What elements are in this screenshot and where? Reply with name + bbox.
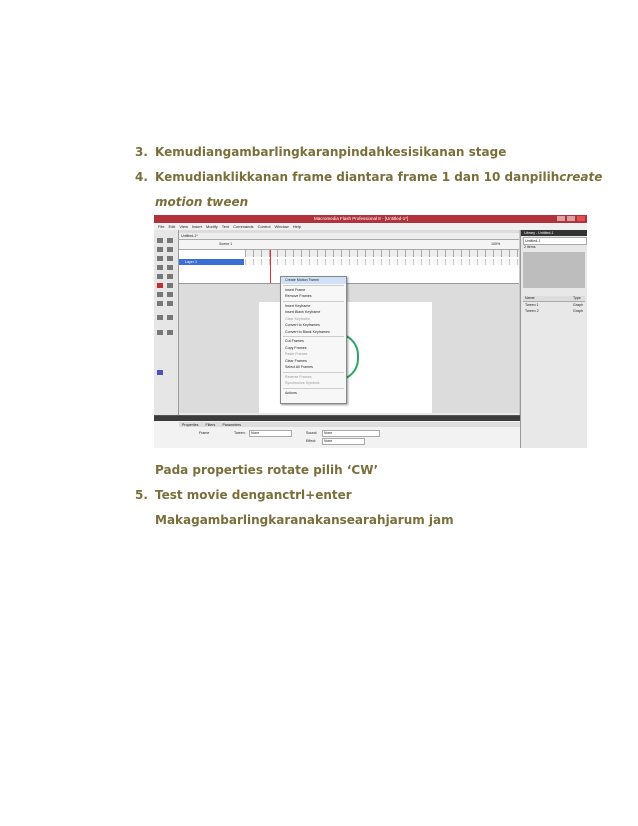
menu-item[interactable]: Commands [233,224,254,229]
context-menu-item: Reverse Frames [285,374,312,379]
playhead[interactable] [270,250,271,283]
context-menu-item: Paste Frames [285,352,308,356]
dropper-tool-icon[interactable] [157,301,163,306]
item-text-main: Kemudianklikkanan frame diantara frame 1 dan 10 danpilih [155,170,560,184]
bucket-tool-icon[interactable] [167,292,173,297]
context-menu-item: Synchronize Symbols [285,381,320,385]
tween-select[interactable]: None [249,430,292,437]
context-menu-item: Clear Keyframe [285,316,310,321]
transform-tool-icon[interactable] [157,247,163,252]
ink-tool-icon[interactable] [157,292,163,297]
library-item[interactable]: Tween 2 [525,309,539,313]
context-menu-item[interactable]: Convert to Keyframes [285,323,320,327]
context-menu [280,276,347,404]
context-menu-item[interactable]: Actions [285,390,297,395]
menu-item[interactable]: Modify [205,224,218,229]
scene-bar [179,240,519,250]
close-icon[interactable] [577,216,585,221]
menu-item[interactable]: Control [257,224,271,229]
library-title: Library - Untitled-1 [524,231,554,235]
tools-panel [154,230,179,415]
stroke-color-icon[interactable] [157,330,163,335]
snap-option-icon[interactable] [157,370,163,375]
layer-name: Layer 1 [185,260,197,264]
frame-ruler [245,250,519,257]
library-count: 2 items [524,245,536,249]
fill-color-icon[interactable] [167,330,173,335]
tab-parameters[interactable]: Parameters [222,423,242,427]
properties-tabs [179,422,520,427]
pen-tool-icon[interactable] [157,265,163,270]
minimize-icon[interactable] [557,216,565,221]
context-menu-item[interactable]: Remove Frames [285,294,312,298]
item-number: 4. [135,170,148,184]
context-menu-item[interactable]: Insert Keyframe [285,303,311,308]
context-menu-item[interactable]: Convert to Blank Keyframes [285,329,330,334]
menu-bar [154,223,587,230]
item-text: Pada properties rotate pilih ‘CW’ [155,463,379,477]
timeline [179,250,519,284]
item-text: Makagambarlingkaranakansearahjarum jam [155,513,454,527]
oval-tool-icon[interactable] [157,274,163,279]
eraser-tool-icon[interactable] [167,301,173,306]
tab-properties[interactable]: Properties [182,423,199,427]
library-panel [520,230,587,448]
context-menu-item[interactable]: Insert Frame [285,287,306,292]
menu-item[interactable]: Window [274,224,289,229]
effect-label: Effect: [306,439,317,443]
library-item-type: Graph [573,309,583,313]
window-title: Macromedia Flash Professional 8 - [Untitled-1*] [314,216,409,221]
menu-separator [283,372,344,373]
context-menu-item[interactable]: Clear Frames [285,358,307,363]
item-number: 5. [135,488,148,502]
context-menu-item[interactable]: Insert Blank Keyframe [285,310,321,314]
subselect-tool-icon[interactable] [167,238,173,243]
arrow-tool-icon[interactable] [157,238,163,243]
library-header [521,230,587,236]
col-name[interactable]: Name [525,296,535,300]
item-text: Kemudiangambarlingkaranpindahkesisikanan stage [155,145,507,159]
sound-label: Sound: [306,431,318,435]
properties-header [154,416,520,421]
flash-screenshot [154,215,587,448]
menu-separator [283,301,344,302]
item-text: Test movie denganctrl+enter [155,488,352,502]
properties-panel [154,415,520,448]
tab-filters[interactable]: Filters [205,423,216,427]
library-doc-select[interactable] [523,237,587,245]
library-columns [523,296,585,302]
item-number: 3. [135,145,148,159]
frame-label: Frame [199,431,210,435]
zoom-select[interactable]: 100% [491,242,501,246]
pencil-tool-icon[interactable] [157,283,163,288]
text-tool-icon[interactable] [167,265,173,270]
context-menu-item[interactable]: Copy Frames [285,345,307,350]
doc-tabbar [179,233,519,240]
library-preview [523,252,585,288]
menu-item[interactable]: Text [221,224,230,229]
item-text [155,170,602,184]
rect-tool-icon[interactable] [167,274,173,279]
hand-tool-icon[interactable] [157,315,163,320]
window-titlebar [154,215,587,223]
tween-label: Tween: [234,431,246,435]
lasso-tool-icon[interactable] [167,256,173,261]
context-menu-item[interactable]: Cut Frames [285,339,304,343]
sound-select[interactable]: None [322,430,380,437]
context-menu-item[interactable]: Create Motion Tween [281,277,346,284]
menu-item[interactable]: Help [292,224,301,229]
library-item-type: Graph [573,303,583,307]
menu-separator [283,388,344,389]
menu-item[interactable]: File [158,224,165,229]
context-menu-item[interactable]: Select All Frames [285,365,313,369]
zoom-tool-icon[interactable] [167,315,173,320]
menu-item[interactable]: Edit [168,224,176,229]
layer-row[interactable] [179,259,244,265]
menu-item[interactable]: View [179,224,188,229]
library-item[interactable]: Tween 1 [525,303,539,307]
doc-tab[interactable]: Untitled-1* [181,234,198,238]
menu-separator [283,285,344,286]
col-type[interactable]: Type [573,296,581,300]
line-tool-icon[interactable] [157,256,163,261]
scene-label: Scene 1 [219,242,233,246]
maximize-icon[interactable] [567,216,575,221]
menu-item[interactable]: Insert [191,224,202,229]
menu-separator [283,336,344,337]
item-text-italic: create [559,170,603,184]
brush-tool-icon[interactable] [167,283,173,288]
effect-select[interactable]: None [322,438,365,445]
document-area [179,230,519,415]
library-doc: Untitled-1 [525,239,541,243]
item-text-continuation: motion tween [155,195,249,209]
fill-transform-tool-icon[interactable] [167,247,173,252]
frame-cells[interactable] [245,259,519,265]
